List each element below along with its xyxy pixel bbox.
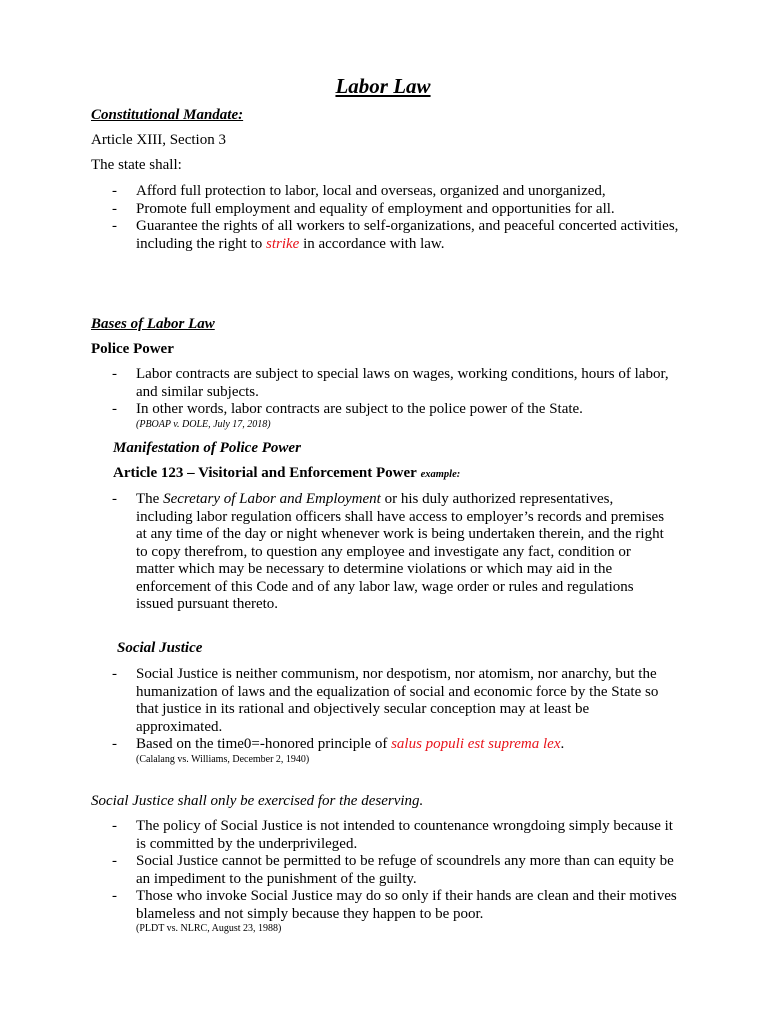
page-title: Labor Law bbox=[335, 74, 431, 98]
list-item-text: The bbox=[136, 491, 164, 507]
state-intro: The state shall: bbox=[91, 157, 182, 173]
bullet-dash: - bbox=[112, 736, 117, 752]
citation: (PLDT vs. NLRC, August 23, 1988) bbox=[136, 923, 282, 934]
constitutional-mandate-heading: Constitutional Mandate: bbox=[91, 107, 244, 123]
example-label: example: bbox=[420, 469, 461, 480]
list-item-text: Those who invoke Social Justice may do so only if their hands are clean and their motives blameless and not simply because they happen to be poor. bbox=[136, 888, 677, 922]
strike-highlight: strike bbox=[265, 235, 300, 252]
list-item-text: Guarantee the rights of all workers to self-organizations, and peaceful concerted activities, including the right to bbox=[136, 218, 679, 252]
list-item-text: Based on the time0=-honored principle of bbox=[136, 736, 392, 752]
list-item-text: Social Justice is neither communism, nor despotism, nor atomism, nor anarchy, but the humanization of laws and the equalization of social and economic force by the State so that justice in its rational and objectively secular conception may at least be approximated. bbox=[136, 666, 659, 735]
list-item bbox=[112, 666, 672, 736]
bullet-dash: - bbox=[112, 888, 117, 904]
police-power-list bbox=[112, 366, 682, 431]
bullet-dash: - bbox=[112, 818, 117, 834]
list-item-text: Labor contracts are subject to special laws on wages, working conditions, hours of labor, and similar subjects. bbox=[136, 366, 669, 400]
list-item bbox=[112, 366, 682, 401]
bases-heading: Bases of Labor Law bbox=[91, 316, 215, 332]
bullet-dash: - bbox=[112, 218, 117, 234]
article-123-line bbox=[113, 465, 460, 484]
list-item bbox=[112, 853, 677, 888]
list-item-text-end: in accordance with law. bbox=[299, 235, 445, 252]
social-justice-list bbox=[112, 666, 672, 766]
citation: (Calalang vs. Williams, December 2, 1940) bbox=[136, 753, 310, 765]
bullet-dash: - bbox=[112, 491, 117, 507]
list-item-text-end: . bbox=[560, 736, 565, 752]
list-item-text: In other words, labor contracts are subject to the police power of the State. bbox=[136, 401, 583, 417]
list-item-text-end: or his duly authorized representatives, including labor regulation officers shall have access to employer’s records and premises at any time of the day or night whenever work is being undertaken therein, and the right to copy therefrom, to question any employee and investigate any fact, condition or matter which may be necessary to determine violations or which may aid in the enforcement of this Code and of any labor law, wage order or rules and regulations issued pursuant thereto. bbox=[136, 491, 665, 612]
deserving-heading: Social Justice shall only be exercised for the deserving. bbox=[91, 793, 424, 809]
list-item bbox=[112, 401, 682, 431]
article-123-heading: Article 123 – Visitorial and Enforcement Power bbox=[113, 465, 417, 481]
list-item bbox=[112, 218, 682, 253]
latin-maxim-highlight: salus populi est suprema lex bbox=[391, 736, 561, 752]
list-item-text: The policy of Social Justice is not intended to countenance wrongdoing simply because it is committed by the underprivileged. bbox=[136, 818, 673, 852]
bullet-dash: - bbox=[112, 366, 117, 382]
list-item bbox=[112, 201, 682, 219]
bullet-dash: - bbox=[112, 200, 117, 217]
bullet-dash: - bbox=[112, 853, 117, 869]
bullet-dash: - bbox=[112, 666, 117, 682]
list-item bbox=[112, 818, 677, 853]
bullet-dash: - bbox=[112, 183, 117, 199]
bullet-dash: - bbox=[112, 401, 117, 417]
list-item bbox=[112, 491, 672, 614]
social-justice-heading: Social Justice bbox=[117, 640, 203, 656]
list-item bbox=[112, 183, 682, 201]
manifestation-heading: Manifestation of Police Power bbox=[113, 440, 301, 456]
article-reference: Article XIII, Section 3 bbox=[91, 132, 226, 148]
constitutional-list bbox=[112, 183, 682, 253]
list-item-text: Social Justice cannot be permitted to be refuge of scoundrels any more than can equity be an impediment to the punishment of the guilty. bbox=[136, 853, 674, 887]
list-item-text: Promote full employment and equality of employment and opportunities for all. bbox=[136, 200, 615, 217]
police-power-heading: Police Power bbox=[91, 341, 174, 357]
list-item bbox=[112, 888, 677, 935]
list-item bbox=[112, 736, 672, 766]
citation: (PBOAP v. DOLE, July 17, 2018) bbox=[136, 418, 271, 430]
secretary-italic: Secretary of Labor and Employment bbox=[163, 491, 381, 507]
manifestation-list bbox=[112, 491, 672, 614]
list-item-text: Afford full protection to labor, local and overseas, organized and unorganized, bbox=[136, 183, 606, 199]
deserving-list bbox=[112, 818, 677, 935]
